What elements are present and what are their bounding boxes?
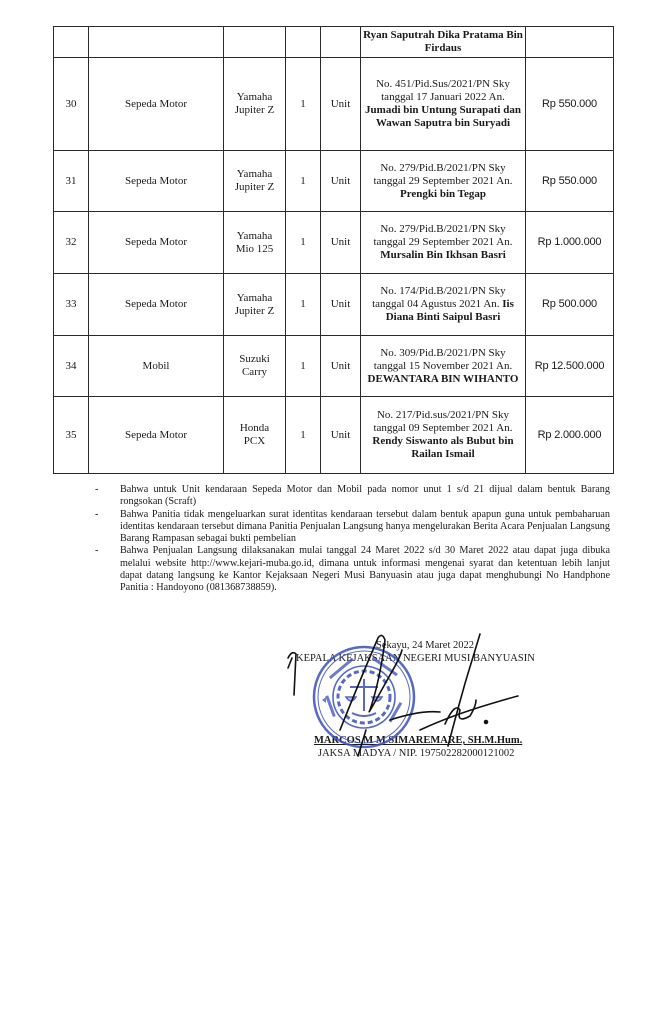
cell-harga (526, 27, 614, 58)
cell-jenis: Sepeda Motor (89, 58, 224, 151)
cell-no: 35 (54, 397, 89, 474)
note-dash: - (95, 484, 99, 495)
keterangan-case: No. 174/Pid.B/2021/PN Sky tanggal 04 Agustus 2021 An. (372, 285, 506, 310)
cell-keterangan (361, 336, 526, 397)
cell-satuan (321, 27, 361, 58)
merk-brand: Honda (239, 422, 270, 434)
signature-place-date: Sekayu, 24 Maret 2022 (376, 640, 474, 651)
cell-harga: Rp 500.000 (526, 274, 614, 336)
keterangan-name: Iis Diana Binti Saipul Basri (385, 298, 514, 323)
merk-brand: Yamaha (236, 229, 273, 242)
signatory-nip: JAKSA MADYA / NIP. 197502282000121002 (318, 748, 515, 759)
cell-keterangan (361, 27, 526, 58)
table-row (54, 151, 614, 212)
keterangan-case: No. 279/Pid.B/2021/PN Sky tanggal 29 September 2021 An. (373, 223, 513, 248)
note-item (95, 484, 610, 509)
cell-keterangan (361, 212, 526, 274)
cell-no: 30 (54, 58, 89, 151)
cell-satuan: Unit (321, 58, 361, 151)
signatory-name: MARCOS M M SIMAREMARE, SH.M.Hum. (314, 735, 523, 746)
table-row (54, 58, 614, 151)
items-table (53, 26, 614, 474)
merk-brand: Yamaha (236, 91, 273, 103)
note-dash: - (95, 508, 99, 520)
cell-harga: Rp 12.500.000 (526, 336, 614, 397)
merk-brand: Yamaha (236, 168, 273, 180)
keterangan-name: Prengki bin Tegap (400, 187, 486, 200)
merk-model: Mio 125 (235, 242, 274, 255)
cell-qty: 1 (286, 212, 321, 274)
merk-model: PCX (243, 435, 266, 447)
cell-merk (224, 151, 286, 212)
cell-qty (286, 27, 321, 58)
cell-no: 32 (54, 212, 89, 274)
cell-merk (224, 397, 286, 474)
cell-qty: 1 (286, 151, 321, 212)
keterangan-name: Ryan Saputrah Dika Pratama Bin Firdaus (363, 29, 523, 54)
handwritten-signature-icon (270, 620, 530, 765)
cell-merk (224, 27, 286, 58)
cell-merk (224, 58, 286, 151)
cell-qty: 1 (286, 397, 321, 474)
keterangan-name: Rendy Siswanto als Bubut bin Railan Ismail (372, 435, 514, 460)
cell-harga: Rp 550.000 (526, 151, 614, 212)
cell-keterangan (361, 397, 526, 474)
cell-keterangan (361, 274, 526, 336)
cell-no: 31 (54, 151, 89, 212)
cell-jenis: Sepeda Motor (89, 274, 224, 336)
cell-qty: 1 (286, 274, 321, 336)
merk-model: Carry (241, 366, 268, 378)
signature-title: KEPALA KEJAKSAAN NEGERI MUSI BANYUASIN (296, 653, 535, 664)
note-text: Bahwa untuk Unit kendaraan Sepeda Motor dan Mobil pada nomor unut 1 s/d 21 dijual dalam bentuk Barang rongsokan (Scraft) (120, 484, 610, 508)
table-row-continued (54, 27, 614, 58)
note-item (95, 545, 610, 594)
cell-jenis: Sepeda Motor (89, 151, 224, 212)
cell-satuan: Unit (321, 397, 361, 474)
cell-no: 33 (54, 274, 89, 336)
cell-satuan: Unit (321, 336, 361, 397)
note-item (95, 509, 610, 546)
note-text: Bahwa Panitia tidak mengeluarkan surat identitas kendaraan tersebut dalam bentuk apapun guna untuk pembaharuan identitas kendaraan tersebut dimana Panitia Penjualan Langsung hanya mengelurakan Berita Acara Penjualan Langsung Barang Rampasan sebagai bukti pembelian (120, 508, 610, 545)
merk-model: Jupiter Z (234, 104, 275, 116)
cell-jenis (89, 27, 224, 58)
cell-qty: 1 (286, 336, 321, 397)
cell-harga: Rp 1.000.000 (526, 212, 614, 274)
cell-satuan: Unit (321, 274, 361, 336)
table-row (54, 274, 614, 336)
cell-keterangan (361, 58, 526, 151)
merk-brand: Yamaha (236, 291, 273, 304)
keterangan-case: No. 279/Pid.B/2021/PN Sky tanggal 29 September 2021 An. (373, 161, 513, 187)
cell-jenis: Sepeda Motor (89, 397, 224, 474)
cell-merk (224, 274, 286, 336)
cell-no (54, 27, 89, 58)
keterangan-name: Mursalin Bin Ikhsan Basri (380, 249, 506, 261)
cell-merk (224, 212, 286, 274)
cell-harga: Rp 550.000 (526, 58, 614, 151)
cell-satuan: Unit (321, 212, 361, 274)
table-row (54, 397, 614, 474)
cell-jenis: Sepeda Motor (89, 212, 224, 274)
merk-model: Jupiter Z (234, 304, 275, 317)
keterangan-case: No. 309/Pid.B/2021/PN Sky tanggal 15 November 2021 An. (373, 346, 513, 372)
keterangan-name: DEWANTARA BIN WIHANTO (367, 372, 519, 385)
cell-qty: 1 (286, 58, 321, 151)
keterangan-name: Jumadi bin Untung Surapati dan Wawan Saputra bin Suryadi (365, 104, 521, 129)
keterangan-case: No. 217/Pid.sus/2021/PN Sky tanggal 09 September 2021 An. (373, 409, 513, 434)
note-dash: - (95, 545, 99, 557)
table-row (54, 212, 614, 274)
table-row (54, 336, 614, 397)
cell-merk (224, 336, 286, 397)
cell-no: 34 (54, 336, 89, 397)
cell-satuan: Unit (321, 151, 361, 212)
cell-harga: Rp 2.000.000 (526, 397, 614, 474)
keterangan-case: No. 451/Pid.Sus/2021/PN Sky tanggal 17 Januari 2022 An. (376, 78, 510, 103)
note-text: Bahwa Penjualan Langsung dilaksanakan mulai tanggal 24 Maret 2022 s/d 30 Maret 2022 atau dapat juga dibuka melalui website http://www.kejari-muba.go.id, dimana untuk informasi mengenai syarat dan ketentuan lebih lanjut dapat datang langsung ke Kantor Kejaksaan Negeri Musi Banyuasin atau juga dapat menghubungi No Handphone Panitia : Handoyono (081368738859). (120, 545, 610, 594)
cell-keterangan (361, 151, 526, 212)
cell-jenis: Mobil (89, 336, 224, 397)
merk-brand: Suzuki (239, 353, 270, 365)
notes-list (95, 484, 610, 595)
merk-model: Jupiter Z (234, 181, 275, 193)
